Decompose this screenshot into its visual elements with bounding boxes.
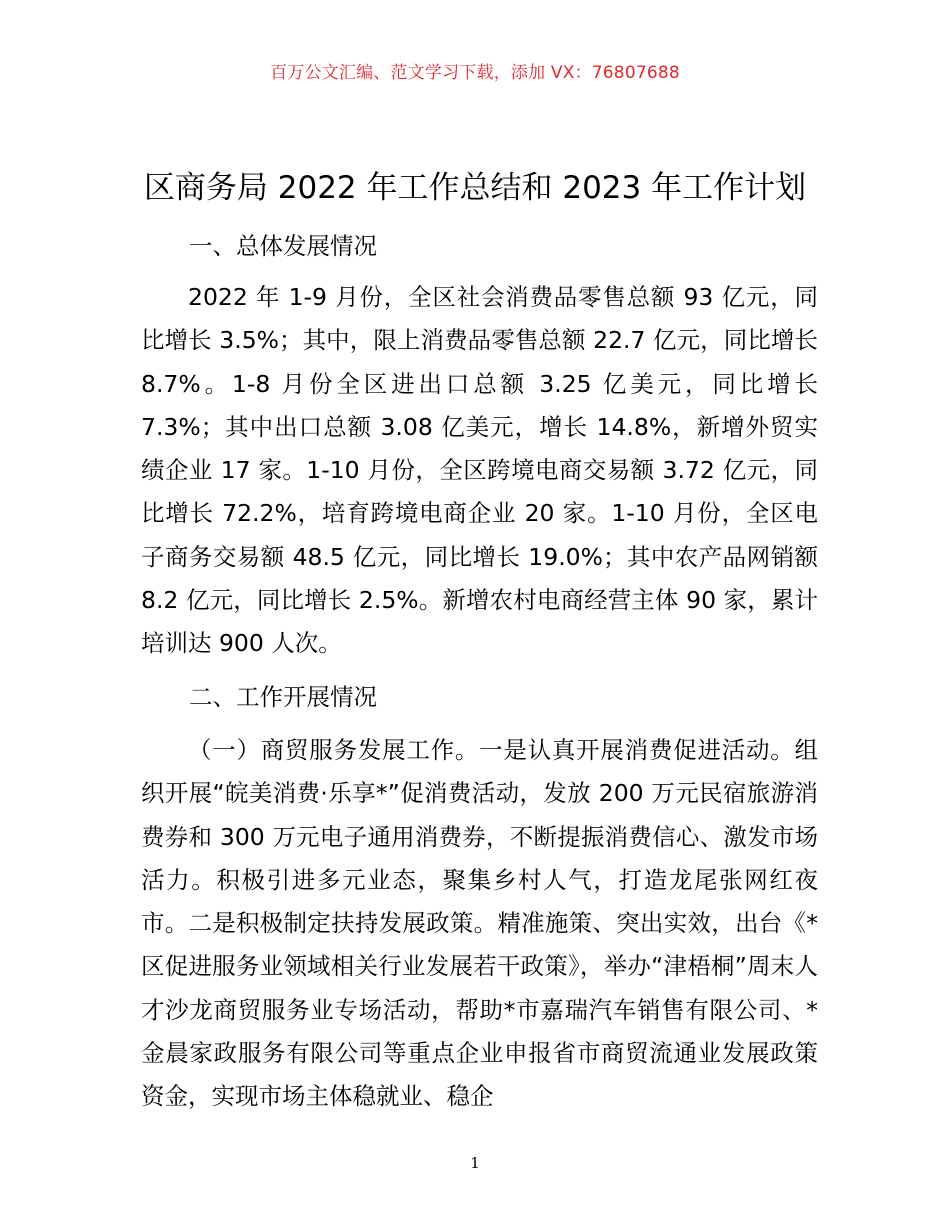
section-heading-work-progress: 二、工作开展情况	[189, 683, 377, 711]
document-title: 区商务局 2022 年工作总结和 2023 年工作计划	[143, 170, 807, 206]
header-note: 百万公文汇编、范文学习下载，添加 VX：76807688	[270, 63, 680, 83]
paragraph-overview-stats: 2022 年 1-9 月份，全区社会消费品零售总额 93 亿元，同比增长 3.5%；其中，限上消费品零售总额 22.7 亿元，同比增长 8.7%。1-8 月份全区进出口总额 3.25 亿美元，同比增长 7.3%；其中出口总额 3.08 亿美元，增长 14.8%，新增外贸实绩企业 17 家。1-10 月份，全区跨境电商交易额 3.72 亿元，同比增长 72.2%，培育跨境电商企业 20 家。1-10 月份，全区电子商务交易额 48.5 亿元，同比增长 19.0%；其中农产品网销额 8.2 亿元，同比增长 2.5%。新增农村电商经营主体 90 家，累计培训达 900 人次。	[141, 283, 818, 658]
section-body-overview	[141, 276, 818, 666]
section-body-work-progress	[141, 729, 818, 1119]
page-number: 1	[470, 1154, 480, 1172]
section-heading-overview: 一、总体发展情况	[189, 232, 377, 260]
paragraph-commerce-services: （一）商贸服务发展工作。一是认真开展消费促进活动。组织开展“皖美消费·乐享*”促消费活动，发放 200 万元民宿旅游消费券和 300 万元电子通用消费券，不断提振消费信心、激发市场活力。积极引进多元业态，聚集乡村人气，打造龙尾张网红夜市。二是积极制定扶持发展政策。精准施策、突出实效，出台《*区促进服务业领域相关行业发展若干政策》，举办“津梧桐”周末人才沙龙商贸服务业专场活动，帮助*市嘉瑞汽车销售有限公司、*金晨家政服务有限公司等重点企业申报省市商贸流通业发展政策资金，实现市场主体稳就业、稳企	[141, 736, 818, 1111]
